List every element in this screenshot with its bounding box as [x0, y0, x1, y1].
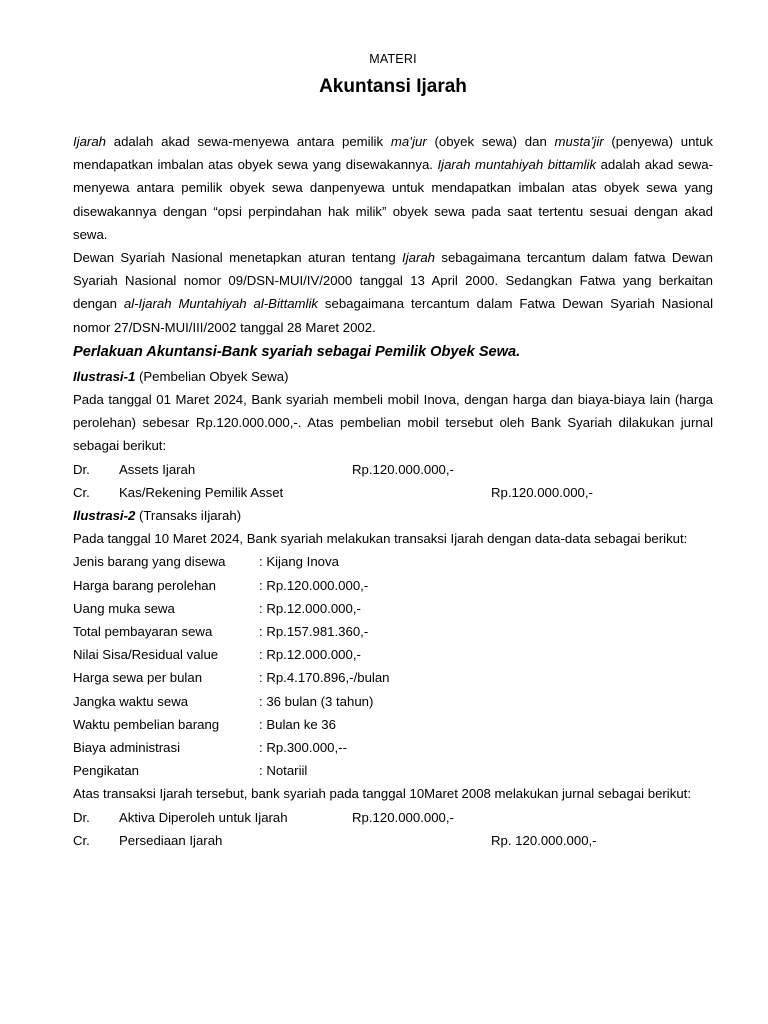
journal-account: Persediaan Ijarah	[119, 832, 223, 848]
journal-entry-row	[73, 481, 713, 504]
ilustrasi-1-note: (Pembelian Obyek Sewa)	[135, 368, 289, 384]
document-body	[73, 130, 713, 852]
detail-label: Harga sewa per bulan	[73, 670, 203, 686]
intro-paragraph-2	[73, 246, 713, 339]
detail-row	[73, 666, 713, 689]
journal-code: Cr.	[73, 484, 90, 500]
journal-2	[73, 806, 713, 852]
transaction-details	[73, 550, 713, 782]
detail-value: : Kijang Inova	[259, 554, 339, 570]
detail-value: : Rp.120.000.000,-	[259, 577, 369, 593]
detail-row	[73, 550, 713, 573]
detail-label: Biaya administrasi	[73, 739, 181, 755]
text-run: Ijarah	[73, 134, 106, 149]
text-run: al-Ijarah Muntahiyah al-Bittamlik	[123, 296, 319, 312]
journal-debit	[352, 481, 491, 504]
detail-row	[73, 736, 713, 759]
text-run: (obyek sewa) dan	[426, 134, 555, 149]
ilustrasi-2-closing-text: Atas transaksi Ijarah tersebut, bank syariah pada tanggal 10Maret 2008 melakukan jurnal sebagai berikut:	[73, 786, 691, 802]
ilustrasi-2-heading	[73, 504, 713, 527]
detail-value: : Rp.4.170.896,-/bulan	[259, 670, 390, 686]
detail-row	[73, 643, 713, 666]
journal-entry-row	[73, 806, 713, 829]
text-run: adalah akad sewa- menyewa antara pemilik obyek sewa danpenyewa untuk mendapatkan imbalan atas obyek sewa yang disewakannya dengan “opsi perpindahan hak milik” obyek sewa pada saat tertentu sesuai dengan akad sewa.	[73, 157, 713, 242]
detail-row	[73, 597, 713, 620]
document-kicker: MATERI	[369, 52, 417, 66]
ilustrasi-1-heading	[73, 365, 713, 388]
text-run: Ijarah muntahiyah bittamlik	[437, 157, 597, 173]
text-run: sebagaimana tercantum dalam fatwa Dewan Syariah Nasional nomor 09/DSN-MUI/IV/2000 tanggal 13 April 2000. Sedangkan Fatwa yang berkaitan dengan	[73, 250, 713, 312]
text-run: musta’jir	[554, 134, 604, 149]
journal-code: Dr.	[73, 461, 90, 477]
journal-account: Kas/Rekening Pemilik Asset	[119, 484, 284, 500]
detail-row	[73, 759, 713, 782]
journal-code: Dr.	[73, 809, 90, 825]
journal-credit: Rp.120.000.000,-	[491, 484, 593, 500]
text-run: ma’jur	[390, 134, 427, 149]
journal-account: Aktiva Diperoleh untuk Ijarah	[119, 809, 288, 825]
journal-1	[73, 458, 713, 504]
text-run: Ijarah	[402, 250, 436, 266]
detail-label: Jangka waktu sewa	[73, 693, 189, 709]
detail-value: : Rp.12.000.000,-	[259, 647, 361, 663]
ilustrasi-2-note: (Transaks iIjarah)	[135, 508, 242, 524]
detail-row	[73, 713, 713, 736]
detail-row	[73, 620, 713, 643]
detail-label: Pengikatan	[73, 763, 139, 779]
ilustrasi-1-text: Pada tanggal 01 Maret 2024, Bank syariah membeli mobil Inova, dengan harga dan biaya-biaya lain (harga perolehan) sebesar Rp.120.000.000,-. Atas pembelian mobil tersebut oleh Bank Syariah dilakukan jurnal sebagai berikut:	[73, 392, 713, 454]
text-run: adalah akad sewa-menyewa antara pemilik	[106, 134, 391, 149]
journal-entry-row	[73, 829, 713, 852]
detail-row	[73, 690, 713, 713]
detail-label: Total pembayaran sewa	[73, 623, 213, 639]
detail-label: Uang muka sewa	[73, 600, 175, 616]
ilustrasi-2-label: Ilustrasi-2	[73, 508, 136, 524]
journal-debit	[352, 829, 491, 852]
text-run: sebagaimana tercantum dalam Fatwa Dewan Syariah Nasional nomor 27/DSN-MUI/III/2002 tanggal 28 Maret 2002.	[73, 296, 714, 335]
detail-value: : Rp.300.000,--	[259, 739, 347, 755]
detail-value: : Notariil	[259, 763, 308, 779]
detail-row	[73, 574, 713, 597]
intro-paragraph-1	[73, 130, 713, 246]
detail-label: Nilai Sisa/Residual value	[73, 647, 219, 663]
text-run: Dewan Syariah Nasional menetapkan aturan tentang	[73, 250, 403, 266]
text-run: (penyewa) untuk mendapatkan imbalan atas obyek sewa yang disewakannya.	[73, 134, 713, 173]
journal-credit: Rp. 120.000.000,-	[491, 832, 597, 848]
journal-entry-row	[73, 458, 713, 481]
detail-value: : Rp.12.000.000,-	[259, 600, 361, 616]
ilustrasi-2-text: Pada tanggal 10 Maret 2024, Bank syariah melakukan transaksi Ijarah dengan data-data sebagai berikut:	[73, 531, 688, 547]
journal-debit: Rp.120.000.000,-	[352, 461, 454, 477]
journal-debit: Rp.120.000.000,-	[352, 809, 454, 825]
journal-account: Assets Ijarah	[119, 461, 196, 477]
document-title: Akuntansi Ijarah	[319, 76, 467, 97]
ilustrasi-1-label: Ilustrasi-1	[73, 368, 136, 384]
detail-value: : 36 bulan (3 tahun)	[259, 693, 374, 709]
section-heading: Perlakuan Akuntansi-Bank syariah sebagai Pemilik Obyek Sewa.	[73, 343, 521, 360]
detail-label: Jenis barang yang disewa	[73, 554, 226, 570]
journal-code: Cr.	[73, 832, 90, 848]
detail-label: Harga barang perolehan	[73, 577, 216, 593]
detail-value: : Rp.157.981.360,-	[259, 623, 369, 639]
detail-value: : Bulan ke 36	[259, 716, 336, 732]
detail-label: Waktu pembelian barang	[73, 716, 220, 732]
